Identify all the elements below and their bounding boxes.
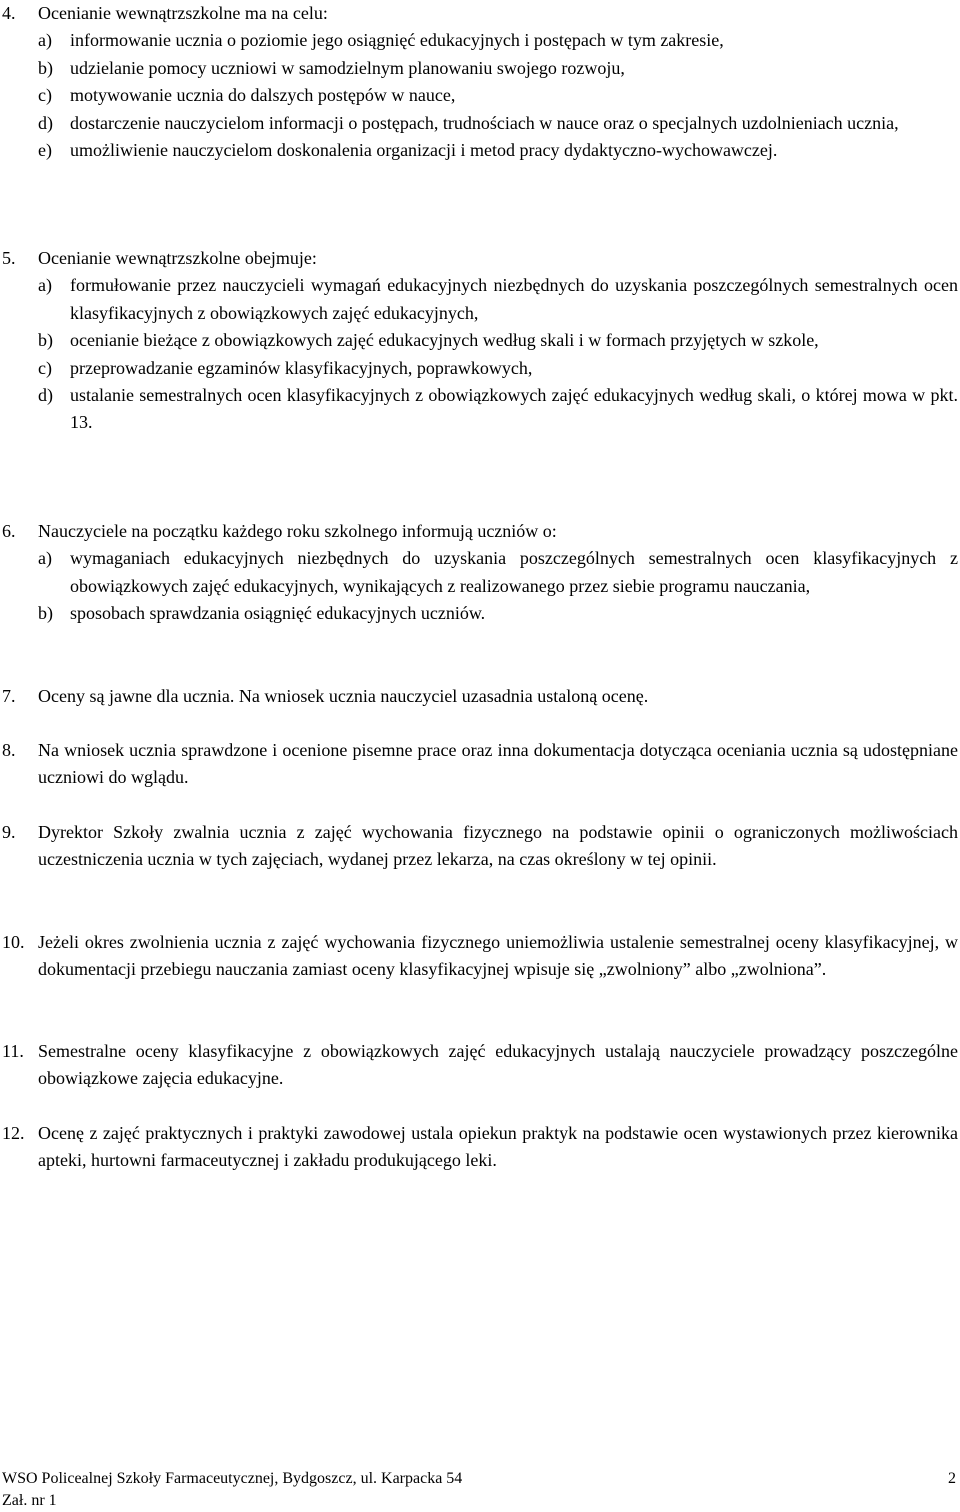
list-letter: c) xyxy=(38,357,52,378)
section-5 xyxy=(0,245,958,437)
list-letter: b) xyxy=(38,330,53,351)
section-text: Jeżeli okres zwolnienia ucznia z zajęć wychowania fizycznego uniemożliwia ustalenie semestralnej oceny klasyfikacyjnej, w dokumentacji przebiegu nauczania zamiast oceny klasyfikacyjnej wpisuje się „zwolniony” albo „zwolniona”. xyxy=(38,932,958,980)
list-item-d xyxy=(38,110,958,137)
list-item-c xyxy=(38,355,958,382)
section-number: 12. xyxy=(2,1123,25,1143)
section-6 xyxy=(0,518,958,628)
list-item-a xyxy=(38,272,958,327)
list-item-e xyxy=(38,137,958,164)
list-item-d xyxy=(38,382,958,437)
list-letter: d) xyxy=(38,385,53,406)
list-text: dostarczenie nauczycielom informacji o postępach, trudnościach w nauce oraz o specjalnych uzdolnieniach ucznia, xyxy=(70,112,899,133)
list-text: informowanie ucznia o poziomie jego osiągnięć edukacyjnych i postępach w tym zakresie, xyxy=(70,30,724,51)
section-number: 6. xyxy=(2,521,16,541)
section-number: 10. xyxy=(2,932,25,952)
section-10 xyxy=(0,929,958,984)
list-letter: b) xyxy=(38,57,53,78)
section-text: Dyrektor Szkoły zwalnia ucznia z zajęć wychowania fizycznego na podstawie opinii o ograniczonych możliwościach uczestniczenia ucznia w tych zajęciach, wydanej przez lekarza, na czas określony w tej opinii. xyxy=(38,822,958,870)
section-intro: Ocenianie wewnątrzszkolne obejmuje: xyxy=(38,248,317,268)
section-number: 7. xyxy=(2,686,16,706)
list-letter: b) xyxy=(38,603,53,624)
section-number: 4. xyxy=(2,3,16,23)
section-text: Na wniosek ucznia sprawdzone i ocenione pisemne prace oraz inna dokumentacja dotycząca oceniania ucznia są udostępniane uczniowi do wglądu. xyxy=(38,740,958,788)
list-text: formułowanie przez nauczycieli wymagań edukacyjnych niezbędnych do uzyskania poszczególnych semestralnych ocen klasyfikacyjnych z obowiązkowych zajęć edukacyjnych, xyxy=(70,275,958,323)
page-number: 2 xyxy=(948,1470,956,1487)
list-letter: d) xyxy=(38,112,53,133)
section-number: 11. xyxy=(2,1041,24,1061)
list-letter: a) xyxy=(38,548,52,569)
list-letter: e) xyxy=(38,140,52,161)
list-text: przeprowadzanie egzaminów klasyfikacyjnych, poprawkowych, xyxy=(70,357,533,378)
section-11 xyxy=(0,1038,958,1093)
page-footer xyxy=(2,1468,958,1512)
section-9 xyxy=(0,819,958,874)
list-letter: a) xyxy=(38,30,52,51)
section-text: Semestralne oceny klasyfikacyjne z obowiązkowych zajęć edukacyjnych ustalają nauczyciele prowadzący poszczególne obowiązkowe zajęcia edukacyjne. xyxy=(38,1041,958,1089)
list-letter: a) xyxy=(38,275,52,296)
section-number: 5. xyxy=(2,248,16,268)
list-text: umożliwienie nauczycielom doskonalenia organizacji i metod pracy dydaktyczno-wychowawczej. xyxy=(70,140,778,161)
list-item-b xyxy=(38,55,958,82)
list-text: wymaganiach edukacyjnych niezbędnych do uzyskania poszczególnych semestralnych ocen klasyfikacyjnych z obowiązkowych zajęć edukacyjnych, wynikających z realizowanego przez siebie programu nauczania, xyxy=(70,548,958,596)
section-intro: Ocenianie wewnątrzszkolne ma na celu: xyxy=(38,3,328,23)
list-item-b xyxy=(38,327,958,354)
list-text: ocenianie bieżące z obowiązkowych zajęć edukacyjnych według skali i w formach przyjętych w szkole, xyxy=(70,330,819,351)
section-intro: Nauczyciele na początku każdego roku szkolnego informują uczniów o: xyxy=(38,521,557,541)
list-text: motywowanie ucznia do dalszych postępów w nauce, xyxy=(70,85,456,106)
section-4 xyxy=(0,0,958,164)
list-item-a xyxy=(38,545,958,600)
section-12 xyxy=(0,1120,958,1175)
section-number: 8. xyxy=(2,740,16,760)
list-text: sposobach sprawdzania osiągnięć edukacyjnych uczniów. xyxy=(70,603,486,624)
section-number: 9. xyxy=(2,822,16,842)
footer-school-address: WSO Policealnej Szkoły Farmaceutycznej, Bydgoszcz, ul. Karpacka 54 xyxy=(2,1470,463,1487)
list-item-a xyxy=(38,27,958,54)
section-text: Oceny są jawne dla ucznia. Na wniosek ucznia nauczyciel uzasadnia ustaloną ocenę. xyxy=(38,686,649,706)
list-letter: c) xyxy=(38,85,52,106)
list-text: ustalanie semestralnych ocen klasyfikacyjnych z obowiązkowych zajęć edukacyjnych według skali, o której mowa w pkt. 13. xyxy=(70,385,958,433)
section-text: Ocenę z zajęć praktycznych i praktyki zawodowej ustala opiekun praktyk na podstawie ocen wystawionych przez kierownika apteki, hurtowni farmaceutycznej i zakładu produkującego leki. xyxy=(38,1123,958,1171)
list-item-c xyxy=(38,82,958,109)
section-8 xyxy=(0,737,958,792)
list-text: udzielanie pomocy uczniowi w samodzielnym planowaniu swojego rozwoju, xyxy=(70,57,625,78)
footer-attachment-label: Zał. nr 1 xyxy=(2,1492,57,1509)
section-7 xyxy=(0,683,958,710)
list-item-b xyxy=(38,600,958,627)
